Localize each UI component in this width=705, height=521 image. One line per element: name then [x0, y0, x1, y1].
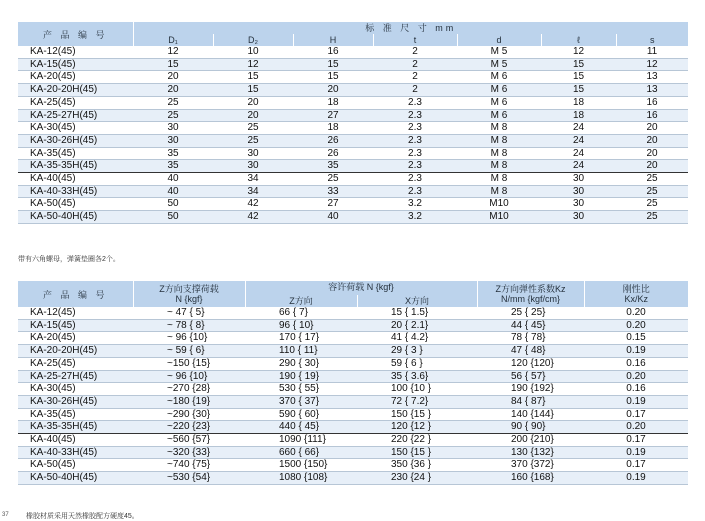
- cell: 47 { 48}: [477, 345, 584, 358]
- cell: 13: [616, 84, 688, 97]
- cell: 96 { 10}: [245, 319, 357, 332]
- t1-header-standard-dims: 标 准 尺 寸 mm: [133, 22, 688, 34]
- cell: 660 { 66}: [245, 446, 357, 459]
- table-row: [18, 173, 688, 186]
- cell: 20: [133, 84, 213, 97]
- cell: 30: [541, 185, 616, 198]
- cell: 26: [293, 134, 373, 147]
- cell: 220 {22 }: [357, 434, 477, 447]
- cell: 1500 {150}: [245, 459, 357, 472]
- cell: 150 {15 }: [357, 446, 477, 459]
- cell: M 8: [457, 134, 541, 147]
- cell: 370 { 37}: [245, 395, 357, 408]
- product-code: KA-20-20H(45): [18, 84, 133, 97]
- cell: 25: [133, 96, 213, 109]
- table-row: [18, 185, 688, 198]
- cell: 30: [541, 198, 616, 211]
- table-row: [18, 46, 688, 58]
- t1-header-product: 产 品 编 号: [18, 22, 133, 46]
- cell: 15: [541, 71, 616, 84]
- table-row: [18, 96, 688, 109]
- cell: 200 {210}: [477, 434, 584, 447]
- cell: 110 { 11}: [245, 345, 357, 358]
- cell: 13: [616, 71, 688, 84]
- cell: 0.20: [584, 307, 688, 319]
- cell: 20: [616, 122, 688, 135]
- cell: 66 { 7}: [245, 307, 357, 319]
- t2-header-support: [133, 281, 245, 307]
- t2-header-support-line1: Z方向支撑荷载: [159, 284, 219, 294]
- cell: 42: [213, 211, 293, 224]
- cell: 35 { 3.6}: [357, 370, 477, 383]
- cell: 25 { 25}: [477, 307, 584, 319]
- cell: 2: [373, 58, 457, 71]
- t2-header-x: X方向: [357, 295, 477, 307]
- cell: 44 { 45}: [477, 319, 584, 332]
- t1-col-header: D₂: [213, 34, 293, 46]
- cell: 30: [541, 173, 616, 186]
- cell: 90 { 90}: [477, 421, 584, 434]
- cell: 25: [616, 198, 688, 211]
- cell: 12: [213, 58, 293, 71]
- cell: 24: [541, 160, 616, 173]
- product-code: KA-40(45): [18, 434, 133, 447]
- table-row: [18, 383, 688, 396]
- cell: 24: [541, 147, 616, 160]
- product-code: KA-20-20H(45): [18, 345, 133, 358]
- cell: ~180 {19}: [133, 395, 245, 408]
- cell: 20: [616, 147, 688, 160]
- cell: 25: [616, 211, 688, 224]
- cell: 130 {132}: [477, 446, 584, 459]
- product-code: KA-40(45): [18, 173, 133, 186]
- cell: 2.3: [373, 147, 457, 160]
- product-code: KA-25-27H(45): [18, 370, 133, 383]
- cell: 35: [133, 160, 213, 173]
- cell: 30: [213, 160, 293, 173]
- cell: 2.3: [373, 96, 457, 109]
- table-row: [18, 345, 688, 358]
- cell: 26: [293, 147, 373, 160]
- cell: 440 { 45}: [245, 421, 357, 434]
- t2-header-spring-line2: N/mm {kgf/cm}: [500, 294, 560, 304]
- table-row: [18, 332, 688, 345]
- cell: 30: [541, 211, 616, 224]
- cell: 20: [293, 84, 373, 97]
- cell: ~290 {30}: [133, 408, 245, 421]
- product-code: KA-30(45): [18, 383, 133, 396]
- cell: 15: [133, 58, 213, 71]
- cell: 15: [541, 58, 616, 71]
- t2-header-spring-line1: Z方向弹性系数Kz: [495, 284, 566, 294]
- cell: 2.3: [373, 160, 457, 173]
- t1-col-header: s: [616, 34, 688, 46]
- product-code: KA-12(45): [18, 307, 133, 319]
- cell: 1090 {111}: [245, 434, 357, 447]
- cell: 35: [133, 147, 213, 160]
- cell: 30: [213, 147, 293, 160]
- cell: 42: [213, 198, 293, 211]
- product-code: KA-25(45): [18, 96, 133, 109]
- cell: 120 {12 }: [357, 421, 477, 434]
- product-code: KA-25(45): [18, 357, 133, 370]
- cell: 15: [293, 58, 373, 71]
- t1-col-header: H: [293, 34, 373, 46]
- cell: 150 {15 }: [357, 408, 477, 421]
- cell: 20: [616, 160, 688, 173]
- cell: 40: [133, 185, 213, 198]
- t2-header-z: Z方向: [245, 295, 357, 307]
- cell: 56 { 57}: [477, 370, 584, 383]
- cell: ~150 {15}: [133, 357, 245, 370]
- cell: 18: [541, 96, 616, 109]
- product-code: KA-50-40H(45): [18, 211, 133, 224]
- t1-col-header: t: [373, 34, 457, 46]
- cell: 0.20: [584, 319, 688, 332]
- cell: M 6: [457, 71, 541, 84]
- product-code: KA-25-27H(45): [18, 109, 133, 122]
- cell: 20: [213, 96, 293, 109]
- cell: 20: [616, 134, 688, 147]
- t2-header-product: 产 品 编 号: [18, 281, 133, 307]
- cell: ~ 96 {10}: [133, 332, 245, 345]
- cell: 230 {24 }: [357, 472, 477, 485]
- cell: 41 { 4.2}: [357, 332, 477, 345]
- cell: 16: [616, 109, 688, 122]
- product-code: KA-35-35H(45): [18, 421, 133, 434]
- table-row: [18, 198, 688, 211]
- cell: M 8: [457, 185, 541, 198]
- cell: 0.19: [584, 446, 688, 459]
- table-row: [18, 446, 688, 459]
- cell: 33: [293, 185, 373, 198]
- cell: M 8: [457, 122, 541, 135]
- cell: 24: [541, 122, 616, 135]
- cell: 11: [616, 46, 688, 58]
- table-row: [18, 395, 688, 408]
- cell: ~ 78 { 8}: [133, 319, 245, 332]
- cell: 2: [373, 84, 457, 97]
- cell: 25: [133, 109, 213, 122]
- cell: 24: [541, 134, 616, 147]
- product-code: KA-15(45): [18, 319, 133, 332]
- cell: 40: [133, 173, 213, 186]
- cell: 15: [293, 71, 373, 84]
- product-code: KA-12(45): [18, 46, 133, 58]
- cell: ~270 {28}: [133, 383, 245, 396]
- cell: 12: [133, 46, 213, 58]
- product-code: KA-50-40H(45): [18, 472, 133, 485]
- table-row: [18, 84, 688, 97]
- cell: 25: [616, 173, 688, 186]
- t2-header-ratio: [584, 281, 688, 307]
- cell: 190 { 19}: [245, 370, 357, 383]
- cell: 12: [616, 58, 688, 71]
- t2-header-spring: [477, 281, 584, 307]
- cell: 370 {372}: [477, 459, 584, 472]
- table-row: [18, 319, 688, 332]
- dimensions-table: [18, 22, 688, 224]
- product-code: KA-40-33H(45): [18, 185, 133, 198]
- product-code: KA-30-26H(45): [18, 395, 133, 408]
- cell: ~530 {54}: [133, 472, 245, 485]
- cell: 0.17: [584, 459, 688, 472]
- cell: 25: [213, 134, 293, 147]
- cell: 2.3: [373, 173, 457, 186]
- product-code: KA-20(45): [18, 332, 133, 345]
- cell: M 6: [457, 96, 541, 109]
- t2-header-support-line2: N {kgf}: [175, 294, 203, 304]
- cell: 30: [133, 134, 213, 147]
- table-row: [18, 421, 688, 434]
- cell: ~560 {57}: [133, 434, 245, 447]
- cell: 2.3: [373, 122, 457, 135]
- product-code: KA-35-35H(45): [18, 160, 133, 173]
- cell: 20: [213, 109, 293, 122]
- product-code: KA-30-26H(45): [18, 134, 133, 147]
- cell: 15: [213, 71, 293, 84]
- cell: 140 {144}: [477, 408, 584, 421]
- cell: M10: [457, 211, 541, 224]
- cell: 25: [213, 122, 293, 135]
- cell: 59 { 6 }: [357, 357, 477, 370]
- load-table: [18, 281, 688, 485]
- t2-header-allow: 容许荷载 N {kgf}: [245, 281, 477, 295]
- cell: 2.3: [373, 109, 457, 122]
- table-row: [18, 122, 688, 135]
- table-row: [18, 58, 688, 71]
- cell: 170 { 17}: [245, 332, 357, 345]
- cell: 20 { 2.1}: [357, 319, 477, 332]
- product-code: KA-15(45): [18, 58, 133, 71]
- cell: ~ 47 { 5}: [133, 307, 245, 319]
- cell: 0.20: [584, 370, 688, 383]
- cell: 50: [133, 211, 213, 224]
- cell: 590 { 60}: [245, 408, 357, 421]
- table1-note: 带有六角螺母，弹簧垫圈各2个。: [18, 256, 120, 263]
- cell: M 8: [457, 173, 541, 186]
- cell: 2.3: [373, 185, 457, 198]
- cell: 20: [133, 71, 213, 84]
- t1-col-header: ℓ: [541, 34, 616, 46]
- table-row: [18, 147, 688, 160]
- cell: 120 {120}: [477, 357, 584, 370]
- cell: 0.20: [584, 421, 688, 434]
- product-code: KA-20(45): [18, 71, 133, 84]
- table-row: [18, 160, 688, 173]
- cell: 3.2: [373, 211, 457, 224]
- cell: 16: [293, 46, 373, 58]
- cell: 18: [293, 96, 373, 109]
- cell: 0.15: [584, 332, 688, 345]
- cell: M 5: [457, 46, 541, 58]
- cell: 78 { 78}: [477, 332, 584, 345]
- table-row: [18, 71, 688, 84]
- page-number: 37: [2, 512, 9, 518]
- table-row: [18, 211, 688, 224]
- cell: M 6: [457, 109, 541, 122]
- table-row: [18, 307, 688, 319]
- cell: 190 {192}: [477, 383, 584, 396]
- cell: ~740 {75}: [133, 459, 245, 472]
- cell: 30: [133, 122, 213, 135]
- cell: 72 { 7.2}: [357, 395, 477, 408]
- cell: 18: [293, 122, 373, 135]
- cell: 530 { 55}: [245, 383, 357, 396]
- cell: 290 { 30}: [245, 357, 357, 370]
- cell: M 6: [457, 84, 541, 97]
- cell: 2.3: [373, 134, 457, 147]
- t2-header-ratio-line2: Kx/Kz: [624, 294, 648, 304]
- cell: 15 { 1.5}: [357, 307, 477, 319]
- product-code: KA-40-33H(45): [18, 446, 133, 459]
- cell: 15: [213, 84, 293, 97]
- cell: 350 {36 }: [357, 459, 477, 472]
- cell: 35: [293, 160, 373, 173]
- t1-col-header: d: [457, 34, 541, 46]
- cell: 0.19: [584, 395, 688, 408]
- cell: 27: [293, 109, 373, 122]
- cell: 12: [541, 46, 616, 58]
- cell: 160 {168}: [477, 472, 584, 485]
- product-code: KA-35(45): [18, 147, 133, 160]
- cell: M 8: [457, 160, 541, 173]
- cell: 0.17: [584, 434, 688, 447]
- cell: 10: [213, 46, 293, 58]
- cell: 0.17: [584, 408, 688, 421]
- cell: 0.16: [584, 383, 688, 396]
- cell: 0.16: [584, 357, 688, 370]
- cell: 84 { 87}: [477, 395, 584, 408]
- cell: 25: [616, 185, 688, 198]
- cell: 34: [213, 185, 293, 198]
- table-row: [18, 472, 688, 485]
- cell: 25: [293, 173, 373, 186]
- cell: 18: [541, 109, 616, 122]
- table-row: [18, 357, 688, 370]
- t1-col-header: D₁: [133, 34, 213, 46]
- cell: ~ 96 {10}: [133, 370, 245, 383]
- cell: 34: [213, 173, 293, 186]
- table-row: [18, 434, 688, 447]
- table-row: [18, 109, 688, 122]
- cell: 40: [293, 211, 373, 224]
- table-row: [18, 408, 688, 421]
- cell: ~ 59 { 6}: [133, 345, 245, 358]
- cell: ~220 {23}: [133, 421, 245, 434]
- cell: 29 { 3 }: [357, 345, 477, 358]
- table-row: [18, 134, 688, 147]
- cell: 16: [616, 96, 688, 109]
- cell: 0.19: [584, 472, 688, 485]
- cell: 27: [293, 198, 373, 211]
- cell: 1080 {108}: [245, 472, 357, 485]
- product-code: KA-35(45): [18, 408, 133, 421]
- cell: 50: [133, 198, 213, 211]
- cell: 2: [373, 46, 457, 58]
- cell: 3.2: [373, 198, 457, 211]
- table-row: [18, 459, 688, 472]
- cell: M10: [457, 198, 541, 211]
- t2-header-ratio-line1: 刚性比: [622, 284, 650, 294]
- product-code: KA-30(45): [18, 122, 133, 135]
- cell: ~320 {33}: [133, 446, 245, 459]
- cell: 100 {10 }: [357, 383, 477, 396]
- cell: 0.19: [584, 345, 688, 358]
- product-code: KA-50(45): [18, 198, 133, 211]
- cell: 15: [541, 84, 616, 97]
- product-code: KA-50(45): [18, 459, 133, 472]
- cell: 2: [373, 71, 457, 84]
- cell: M 8: [457, 147, 541, 160]
- cell: M 5: [457, 58, 541, 71]
- table2-note: 橡胶材质采用天然橡胶配方硬度45。: [26, 513, 139, 520]
- table-row: [18, 370, 688, 383]
